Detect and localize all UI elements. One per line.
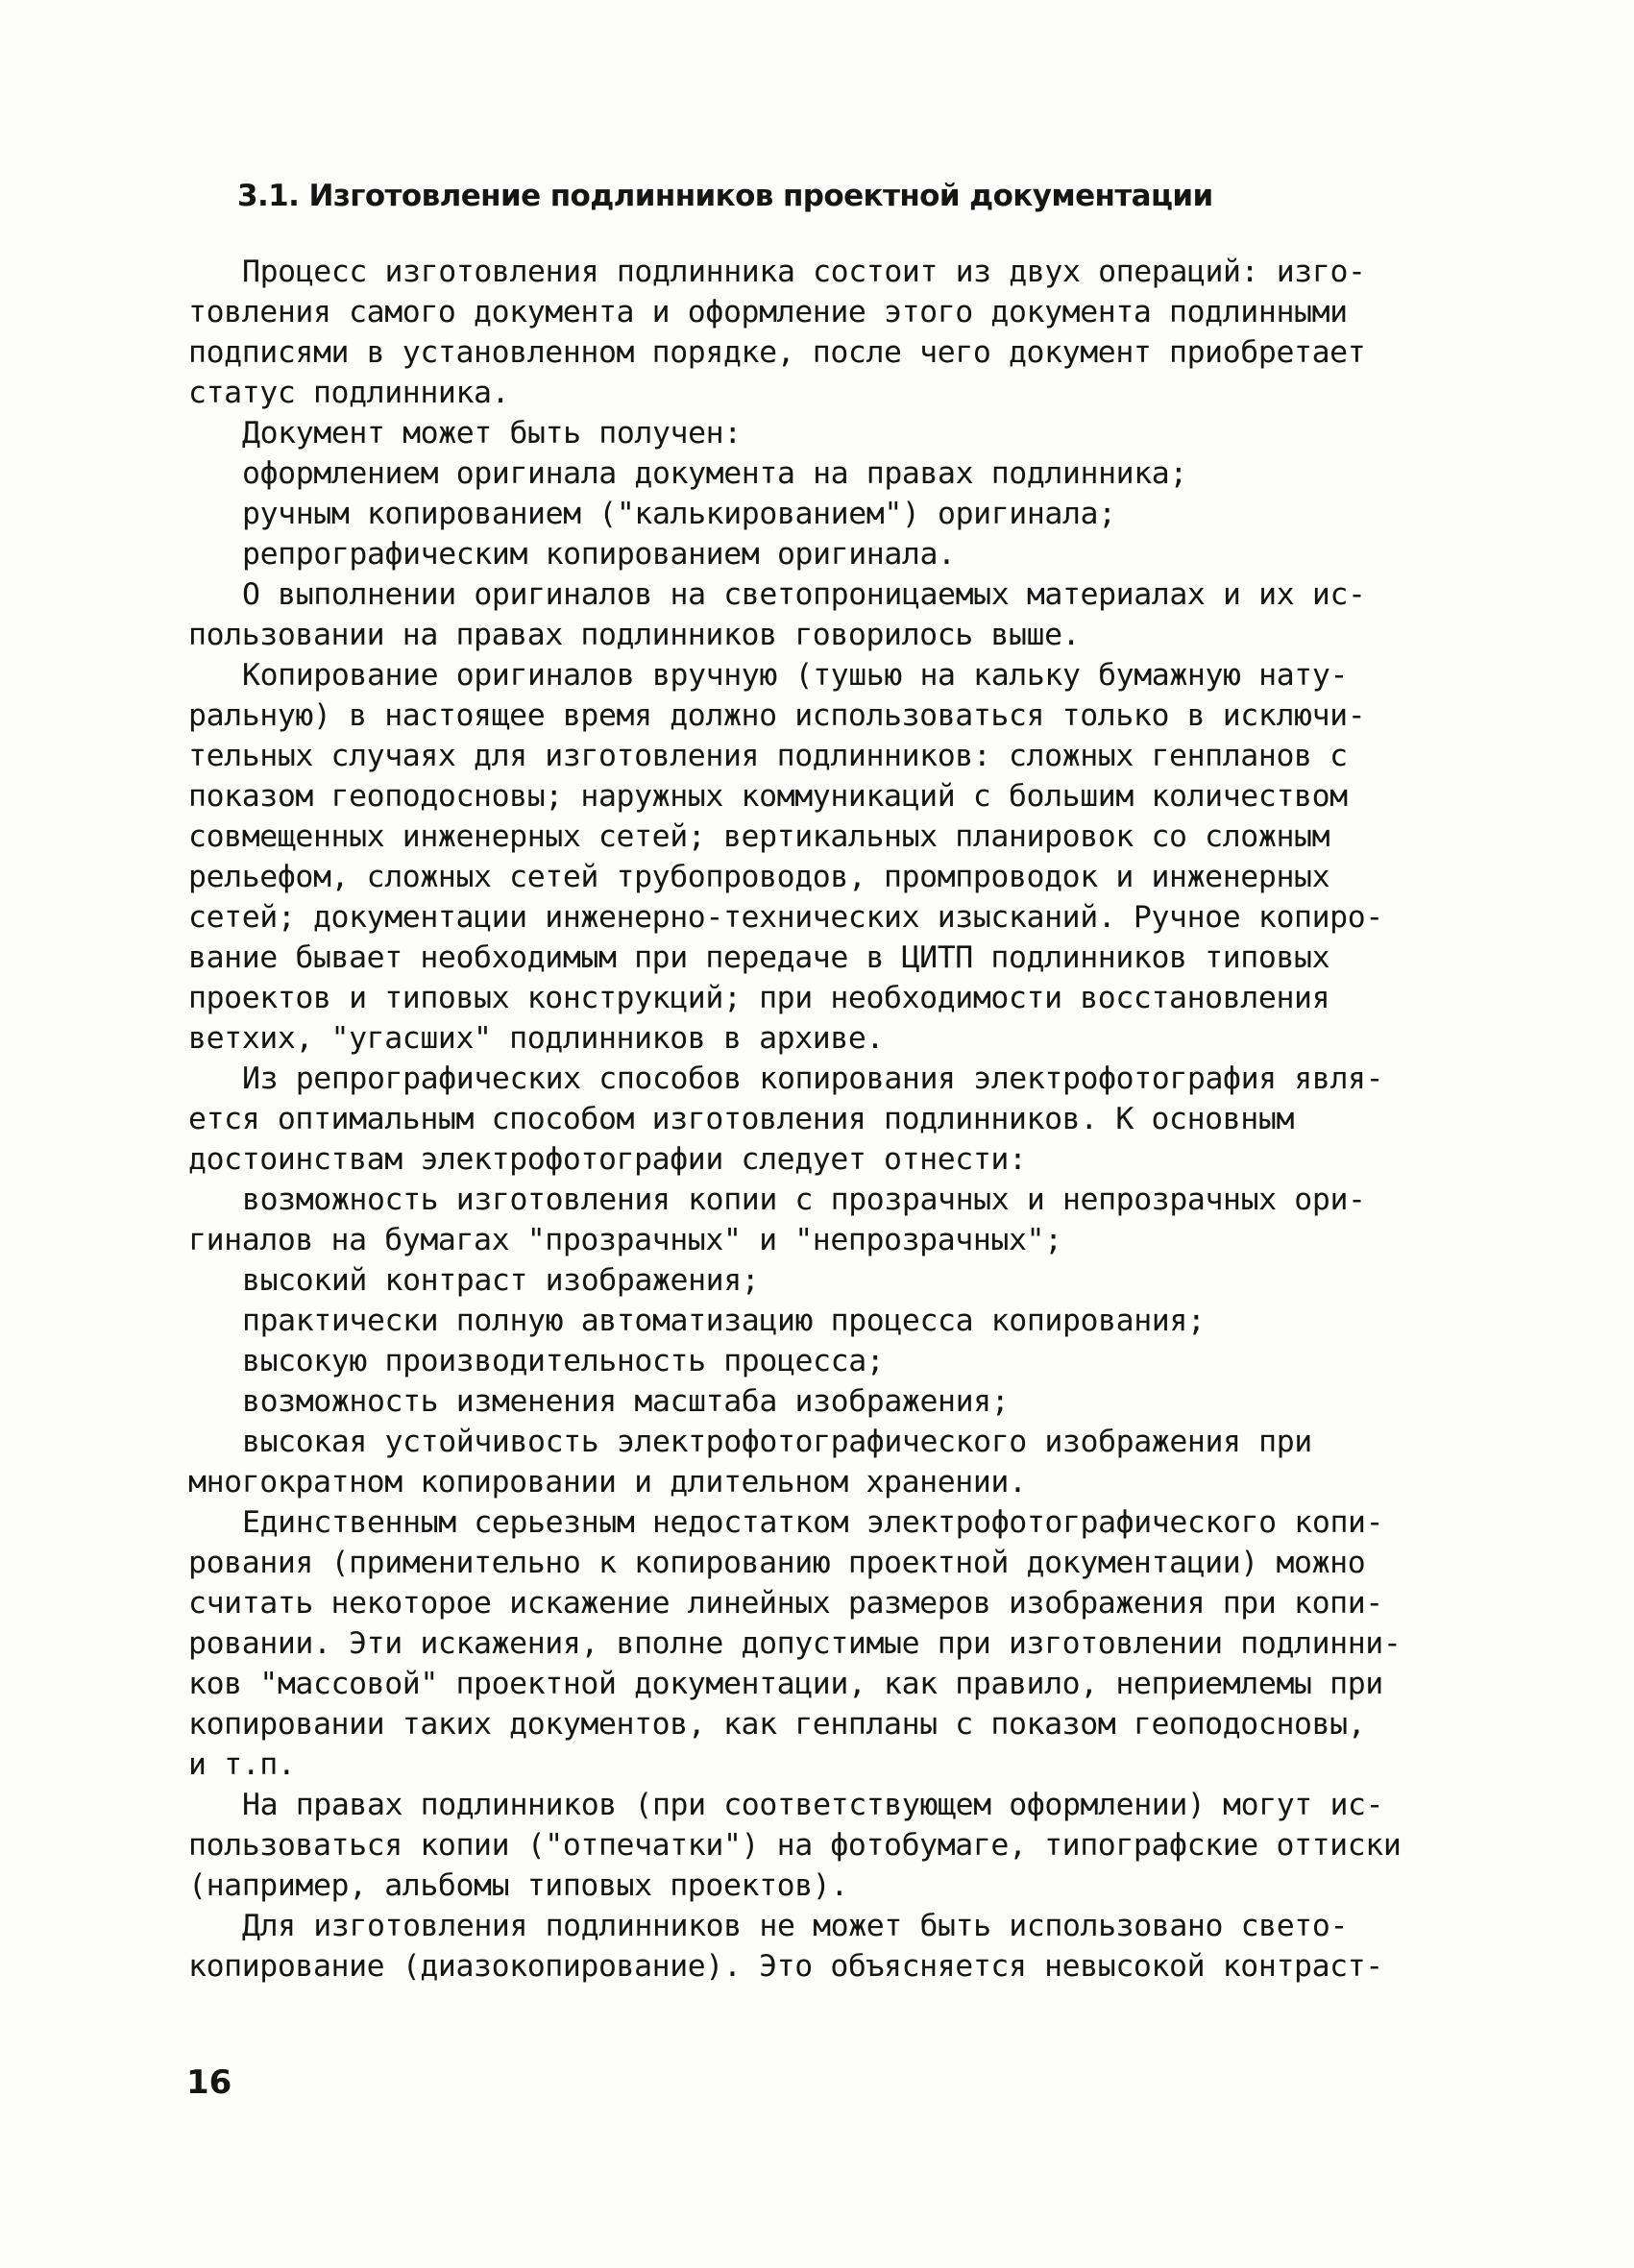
section-heading: 3.1. Изготовление подлинников проектной документации [237, 179, 1213, 213]
text-line: пользоваться копии ("отпечатки") на фотобумаге, типографские оттиски [188, 1828, 1402, 1863]
text-line: практически полную автоматизацию процесса копирования; [242, 1304, 1206, 1338]
text-line: и т.п. [188, 1747, 296, 1782]
text-line: совмещенных инженерных сетей; вертикальных планировок со сложным [188, 819, 1330, 854]
text-line: репрографическим копированием оригинала. [242, 537, 956, 572]
text-line: ков "массовой" проектной документации, как правило, неприемлемы при [188, 1667, 1383, 1701]
text-line: копирование (диазокопирование). Это объясняется невысокой контраст- [188, 1949, 1383, 1984]
text-line: достоинствам электрофотографии следует отнести: [188, 1142, 1027, 1177]
text-line: возможность изготовления копии с прозрачных и непрозрачных ори- [242, 1183, 1366, 1217]
page-number: 16 [186, 2063, 232, 2102]
text-line: статус подлинника. [188, 376, 510, 410]
text-line: многократном копировании и длительном хранении. [188, 1465, 1027, 1500]
text-line: сетей; документации инженерно-технических изысканий. Ручное копиро- [188, 900, 1383, 935]
text-line: копировании таких документов, как генпланы с показом геоподосновы, [188, 1707, 1366, 1742]
text-line: Единственным серьезным недостатком электрофотографического копи- [242, 1505, 1384, 1540]
text-line: товления самого документа и оформление этого документа подлинными [188, 295, 1348, 329]
text-line: подписями в установленном порядке, после чего документ приобретает [188, 335, 1366, 370]
text-line: пользовании на правах подлинников говорилось выше. [188, 618, 1081, 652]
text-line: ровании. Эти искажения, вполне допустимые при изготовлении подлинни- [188, 1626, 1402, 1661]
text-line: Из репрографических способов копирования электрофотография явля- [242, 1061, 1384, 1096]
text-line: рельефом, сложных сетей трубопроводов, промпроводок и инженерных [188, 860, 1330, 894]
text-line: ется оптимальным способом изготовления подлинников. К основным [188, 1102, 1295, 1136]
text-line: показом геоподосновы; наружных коммуникаций с большим количеством [188, 779, 1348, 814]
text-line: ральную) в настоящее время должно использоваться только в исключи- [188, 698, 1366, 733]
text-line: проектов и типовых конструкций; при необходимости восстановления [188, 981, 1330, 1015]
text-line: высокий контраст изображения; [242, 1263, 760, 1298]
text-line: ручным копированием ("калькированием") оригинала; [242, 497, 1116, 531]
text-line: оформлением оригинала документа на правах подлинника; [242, 456, 1187, 491]
text-line: Процесс изготовления подлинника состоит из двух операций: изго- [242, 255, 1366, 289]
text-line: высокая устойчивость электрофотографического изображения при [242, 1425, 1312, 1459]
text-line: вание бывает необходимым при передаче в ЦИТП подлинников типовых [188, 940, 1330, 975]
body-text [188, 252, 1462, 1987]
text-line: высокую производительность процесса; [242, 1344, 885, 1378]
text-line: О выполнении оригиналов на светопроницаемых материалах и их ис- [242, 577, 1366, 612]
text-line: (например, альбомы типовых проектов). [188, 1868, 848, 1903]
text-line: гиналов на бумагах "прозрачных" и "непрозрачных"; [188, 1223, 1062, 1257]
text-line: ветхих, "угасших" подлинников в архиве. [188, 1021, 885, 1056]
text-line: Для изготовления подлинников не может быть использовано свето- [242, 1909, 1349, 1943]
text-line: На правах подлинников (при соответствующем оформлении) могут ис- [242, 1788, 1384, 1822]
text-line: рования (применительно к копированию проектной документации) можно [188, 1546, 1366, 1580]
text-line: Копирование оригиналов вручную (тушью на кальку бумажную нату- [242, 658, 1349, 693]
text-line: возможность изменения масштаба изображения; [242, 1384, 1010, 1419]
text-line: считать некоторое искажение линейных размеров изображения при копи- [188, 1586, 1383, 1621]
text-line: тельных случаях для изготовления подлинников: сложных генпланов с [188, 739, 1348, 773]
text-line: Документ может быть получен: [242, 416, 742, 451]
